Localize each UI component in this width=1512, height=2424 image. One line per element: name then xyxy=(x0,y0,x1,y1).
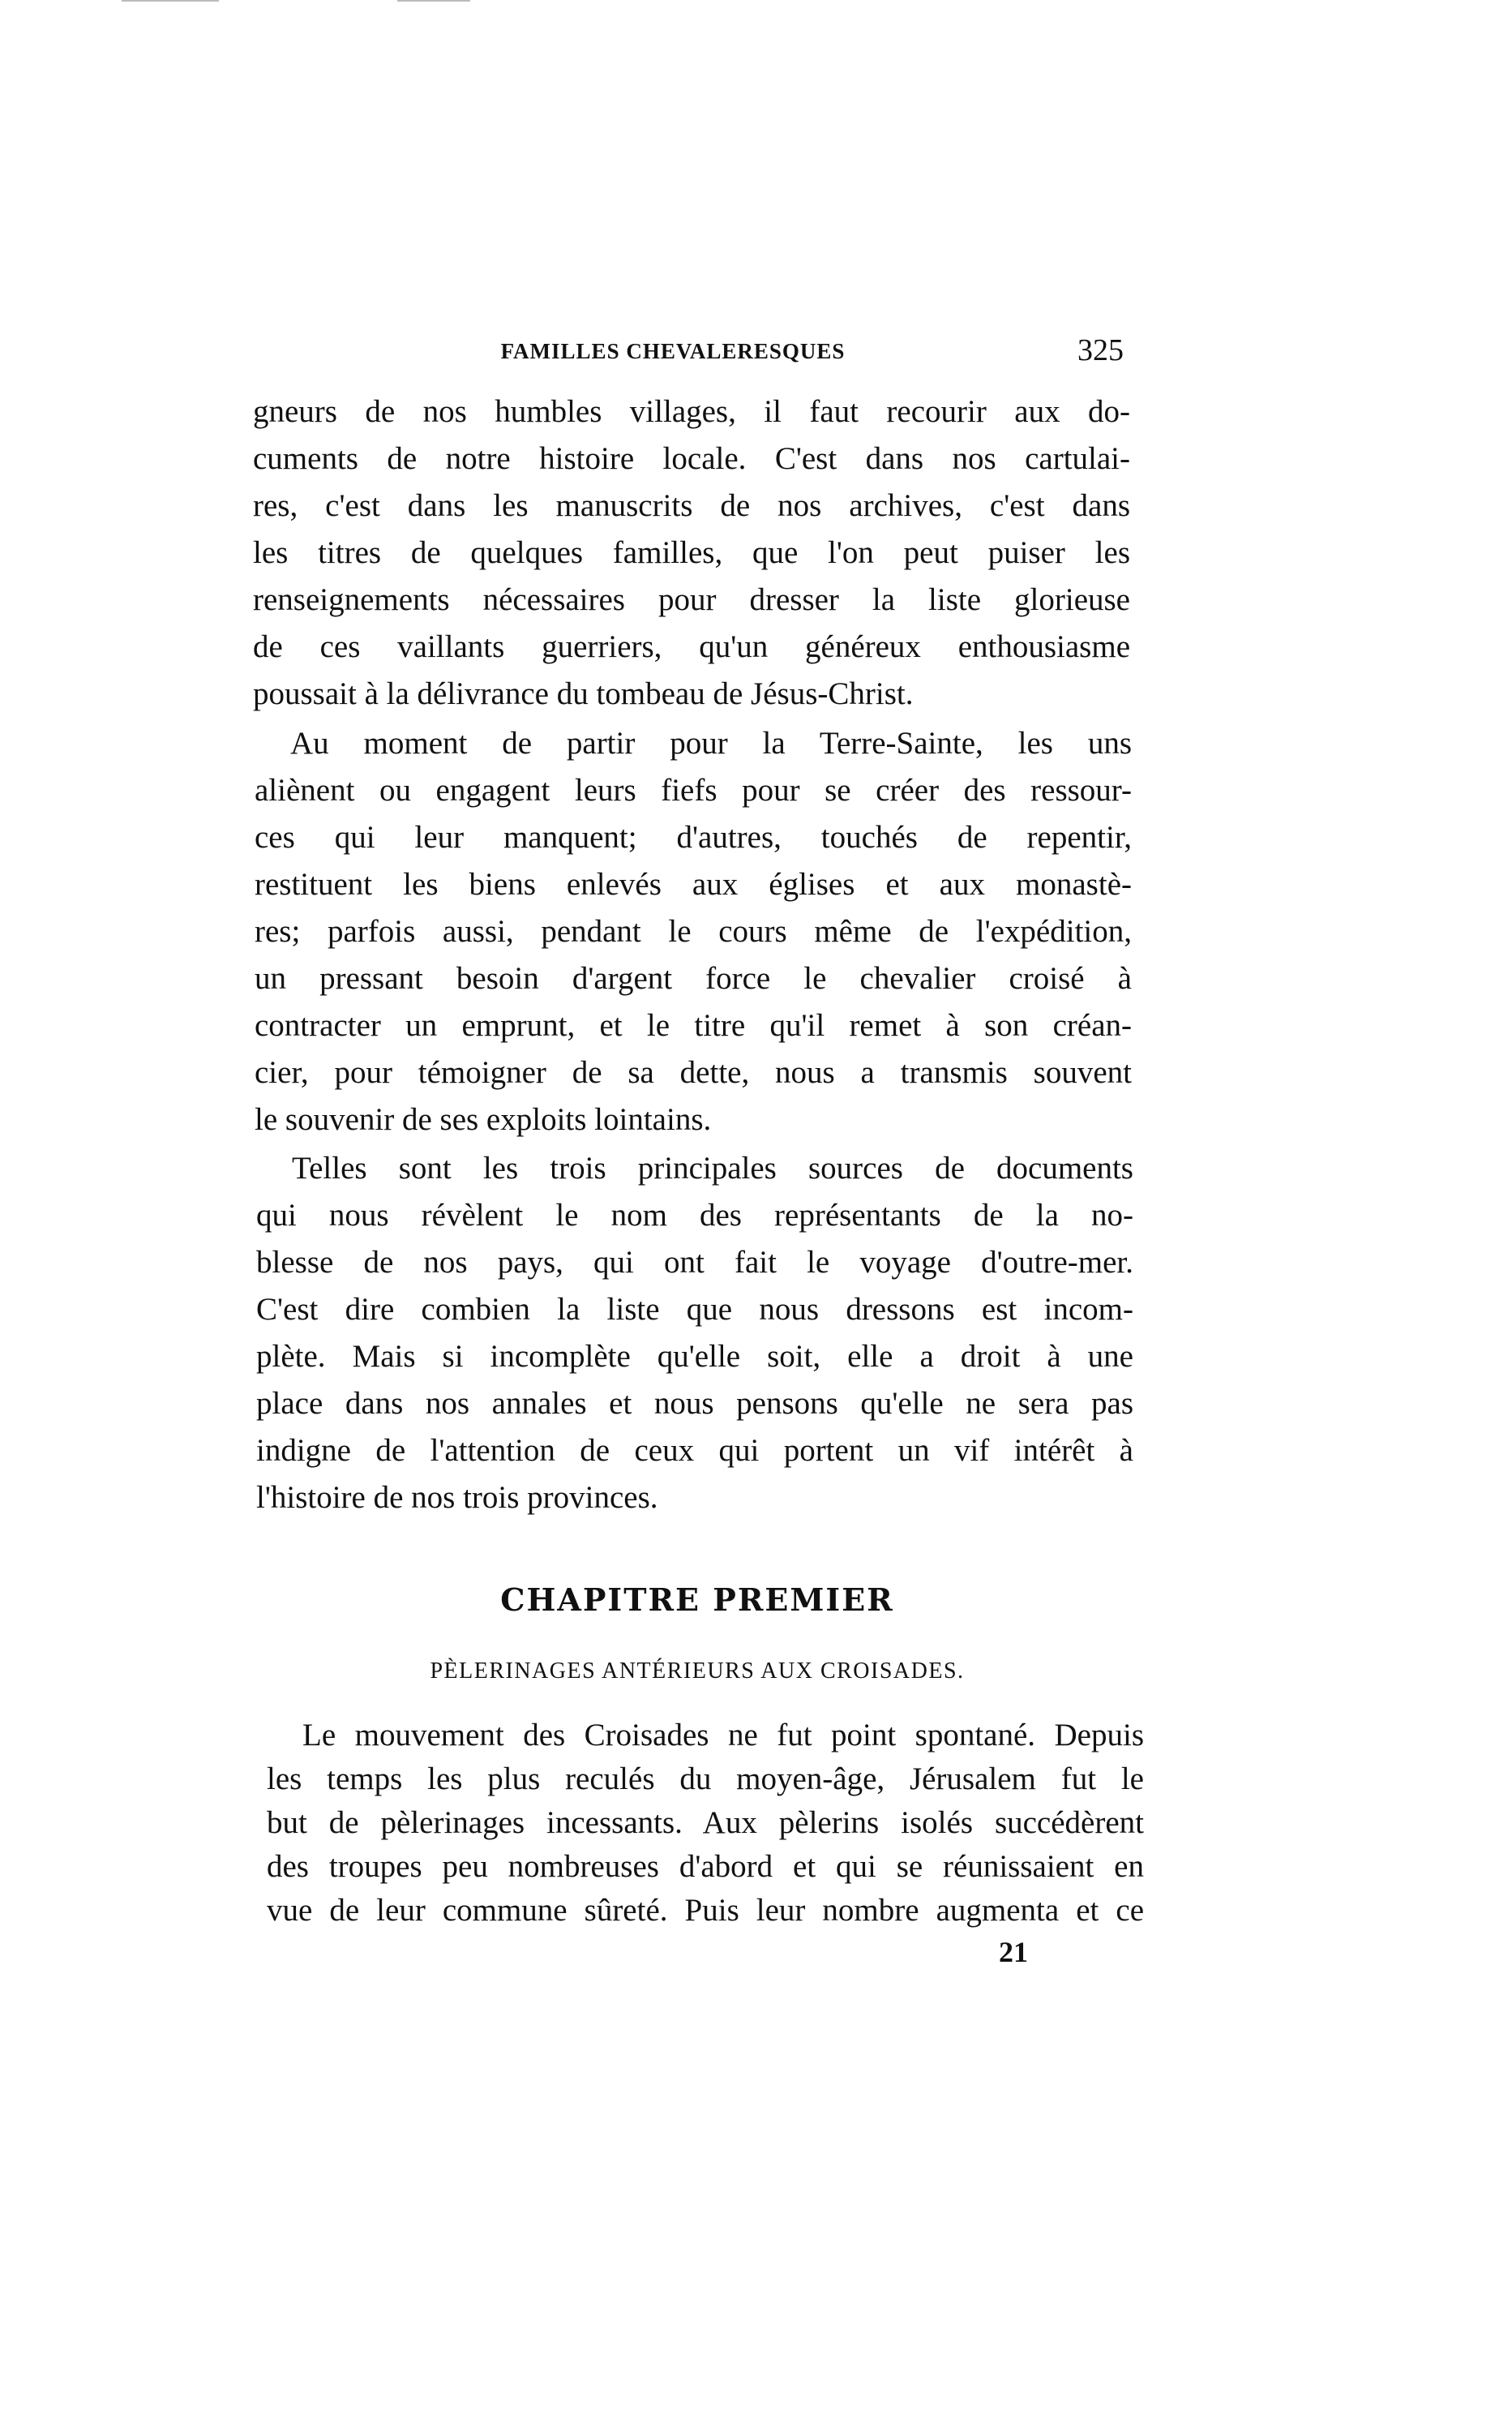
text-line: Au moment de partir pour la Terre-Sainte, les uns xyxy=(290,726,1132,761)
signature-mark: 21 xyxy=(999,1936,1028,1968)
text-line: cuments de notre histoire locale. C'est dans nos cartulai- xyxy=(253,441,1130,476)
scan-artifact xyxy=(122,0,219,2)
text-line: les titres de quelques familles, que l'on peut puiser les xyxy=(253,535,1130,570)
text-line: indigne de l'attention de ceux qui portent un vif intérêt à xyxy=(256,1433,1133,1468)
text-line: contracter un emprunt, et le titre qu'il remet à son créan- xyxy=(255,1008,1132,1043)
text-line: plète. Mais si incomplète qu'elle soit, elle a droit à une xyxy=(256,1339,1133,1374)
text-line: poussait à la délivrance du tombeau de Jésus-Christ. xyxy=(253,676,914,711)
text-line: but de pèlerinages incessants. Aux pèlerins isolés succédèrent xyxy=(267,1805,1144,1840)
text-line: restituent les biens enlevés aux églises et aux monastè- xyxy=(255,867,1132,902)
text-line: de ces vaillants guerriers, qu'un généreux enthousiasme xyxy=(253,629,1130,664)
scan-artifact xyxy=(397,0,470,2)
text-line: ces qui leur manquent; d'autres, touchés de repentir, xyxy=(255,820,1132,855)
paragraph-1 xyxy=(253,392,1130,721)
text-line: Telles sont les trois principales sources de documents xyxy=(292,1151,1133,1186)
text-line: les temps les plus reculés du moyen-âge, Jérusalem fut le xyxy=(267,1761,1144,1796)
running-title: FAMILLES CHEVALERESQUES xyxy=(500,339,846,363)
paragraph-3 xyxy=(256,1148,1133,1525)
text-line: Le mouvement des Croisades ne fut point spontané. Depuis xyxy=(302,1718,1144,1753)
text-line: C'est dire combien la liste que nous dressons est incom- xyxy=(256,1292,1133,1327)
text-line: cier, pour témoigner de sa dette, nous a transmis souvent xyxy=(255,1055,1132,1090)
text-line: un pressant besoin d'argent force le chevalier croisé à xyxy=(255,961,1132,996)
text-line: l'histoire de nos trois provinces. xyxy=(256,1480,658,1515)
text-line: qui nous révèlent le nom des représentants de la no- xyxy=(256,1198,1133,1233)
paragraph-2 xyxy=(255,723,1132,1147)
chapter-title: CHAPITRE PREMIER xyxy=(500,1581,894,1618)
page-number: 325 xyxy=(1077,333,1124,367)
text-line: renseignements nécessaires pour dresser la liste glorieuse xyxy=(253,582,1130,617)
text-line: vue de leur commune sûreté. Puis leur nombre augmenta et ce xyxy=(267,1893,1144,1928)
text-line: res; parfois aussi, pendant le cours même de l'expédition, xyxy=(255,914,1132,949)
text-line: gneurs de nos humbles villages, il faut recourir aux do- xyxy=(253,394,1130,429)
text-line: res, c'est dans les manuscrits de nos archives, c'est dans xyxy=(253,488,1130,523)
paragraph-4 xyxy=(267,1715,1144,1934)
text-line: aliènent ou engagent leurs fiefs pour se créer des ressour- xyxy=(255,773,1132,808)
text-line: le souvenir de ses exploits lointains. xyxy=(255,1102,712,1137)
text-line: des troupes peu nombreuses d'abord et qui se réunissaient en xyxy=(267,1849,1144,1884)
text-line: blesse de nos pays, qui ont fait le voyage d'outre-mer. xyxy=(256,1245,1133,1280)
chapter-subtitle: PÈLERINAGES ANTÉRIEURS AUX CROISADES. xyxy=(430,1658,965,1684)
text-line: place dans nos annales et nous pensons qu'elle ne sera pas xyxy=(256,1386,1133,1421)
